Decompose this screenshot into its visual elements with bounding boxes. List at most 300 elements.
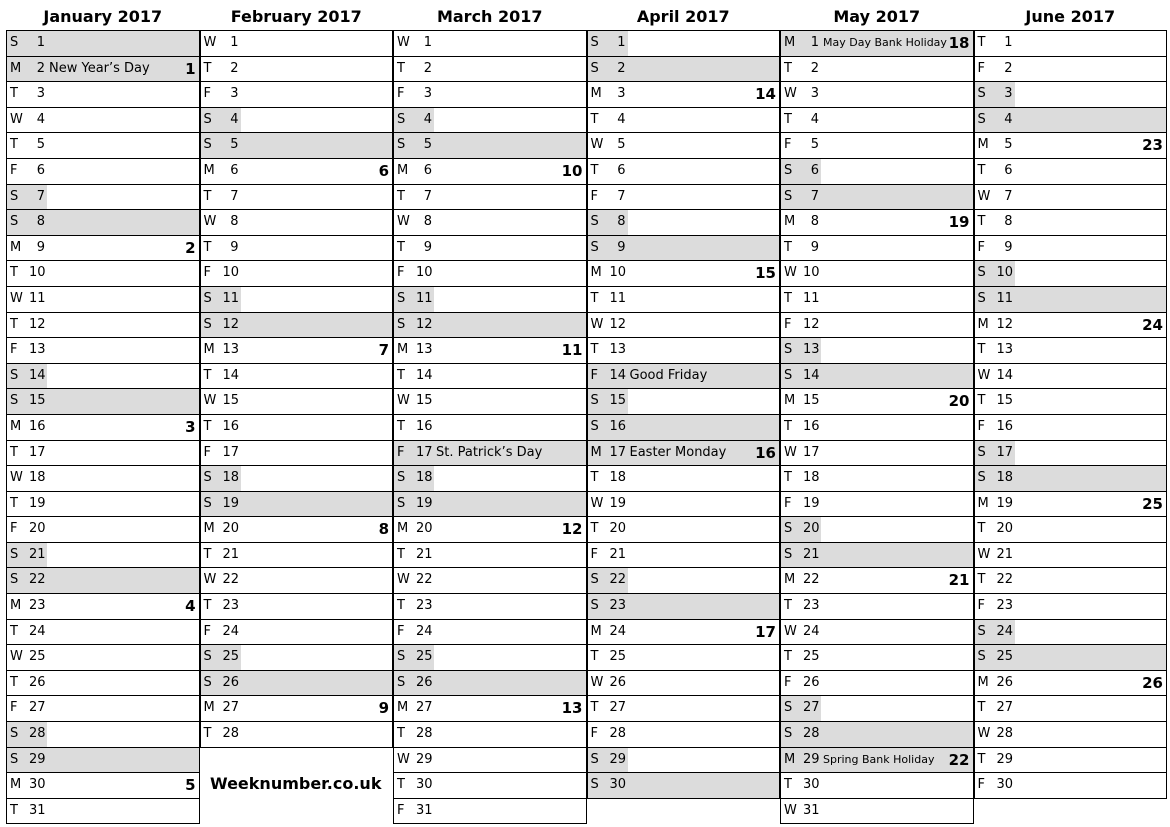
weekday-letter: S [975, 82, 997, 107]
day-row [974, 645, 1168, 671]
day-row [6, 773, 200, 799]
day-row [974, 517, 1168, 543]
weekday-letter: M [203, 700, 215, 716]
day-number: 5 [617, 137, 626, 153]
day-row [393, 645, 587, 671]
weekday-letter: W [590, 316, 604, 332]
weekday-letter: F [397, 802, 405, 818]
day-row [780, 261, 974, 287]
weekday-letter: T [397, 239, 405, 255]
day-number: 15 [610, 389, 628, 414]
day-number: 16 [803, 418, 820, 434]
day-row [974, 236, 1168, 262]
day-number: 27 [222, 700, 240, 716]
day-number: 6 [230, 162, 239, 178]
weekday-letter: M [784, 214, 796, 230]
day-row [974, 441, 1168, 467]
day-row [200, 338, 394, 364]
day-number: 18 [803, 470, 820, 486]
day-number: 12 [416, 316, 433, 332]
weekday-letter: W [10, 290, 23, 306]
weekday-letter: T [784, 777, 792, 793]
day-number: 7 [423, 188, 432, 204]
day-number: 11 [223, 287, 241, 312]
day-number: 14 [803, 367, 820, 383]
day-row [587, 236, 781, 262]
day-row [393, 108, 587, 134]
day-row [974, 57, 1168, 83]
weekday-letter: S [977, 290, 986, 306]
day-row [393, 441, 587, 467]
day-number: 8 [36, 214, 45, 230]
day-row [200, 57, 394, 83]
weekday-letter: W [590, 495, 604, 511]
weekday-letter: T [10, 623, 18, 639]
day-number: 8 [610, 210, 628, 235]
day-number: 26 [29, 674, 46, 690]
day-row [974, 415, 1168, 441]
weekday-letter: S [7, 543, 29, 568]
week-number: 4 [185, 597, 196, 616]
day-number: 30 [416, 777, 433, 793]
week-number: 10 [561, 161, 583, 180]
day-number: 22 [416, 572, 433, 588]
weekday-letter: S [781, 517, 803, 542]
day-number: 24 [803, 623, 820, 639]
weekday-letter: F [10, 342, 18, 358]
weekday-letter: W [784, 623, 797, 639]
day-number: 29 [29, 751, 46, 767]
week-number: 9 [378, 699, 389, 718]
day-row [974, 364, 1168, 390]
day-row [974, 261, 1168, 287]
weekday-letter: S [201, 108, 223, 133]
day-number: 25 [609, 649, 627, 665]
day-number: 22 [29, 572, 46, 588]
week-number: 12 [561, 520, 583, 539]
day-row [200, 722, 394, 748]
day-row [6, 671, 200, 697]
day-number: 9 [230, 239, 239, 255]
day-row [200, 441, 394, 467]
day-row [200, 594, 394, 620]
day-row [780, 31, 974, 57]
day-row [780, 748, 974, 774]
day-row [587, 517, 781, 543]
weekday-letter: S [975, 441, 997, 466]
day-row [974, 773, 1168, 799]
day-row [6, 568, 200, 594]
week-number: 6 [378, 161, 389, 180]
day-number: 21 [222, 546, 240, 562]
day-number: 30 [609, 777, 627, 793]
weekday-letter: T [977, 751, 986, 767]
day-row [587, 133, 781, 159]
day-row [780, 645, 974, 671]
day-row [6, 389, 200, 415]
day-number: 21 [803, 546, 820, 562]
day-row [587, 159, 781, 185]
weekday-letter: F [977, 598, 985, 614]
day-number: 7 [1004, 188, 1013, 204]
weekday-letter: W [397, 572, 410, 588]
weekday-letter: F [203, 444, 211, 460]
weekday-letter: S [203, 674, 212, 690]
weekday-letter: S [590, 418, 599, 434]
day-row [974, 492, 1168, 518]
weekday-letter: M [977, 674, 989, 690]
day-row [6, 210, 200, 236]
weekday-letter: F [397, 265, 405, 281]
weekday-letter: S [588, 210, 610, 235]
day-number: 28 [803, 726, 820, 742]
day-row [974, 31, 1168, 57]
weekday-letter: T [977, 342, 986, 358]
day-row [200, 517, 394, 543]
day-number: 5 [230, 137, 239, 153]
weekday-letter: M [397, 162, 409, 178]
day-number: 20 [996, 521, 1014, 537]
day-row [974, 671, 1168, 697]
day-row [393, 389, 587, 415]
day-number: 11 [29, 290, 46, 306]
week-number: 19 [948, 213, 970, 232]
week-number: 20 [948, 392, 970, 411]
day-number: 1 [423, 35, 432, 50]
day-row [780, 517, 974, 543]
weekday-letter: F [977, 777, 985, 793]
weekday-letter: T [10, 444, 18, 460]
day-number: 25 [29, 649, 46, 665]
day-number: 27 [416, 700, 433, 716]
day-row [6, 261, 200, 287]
day-number: 28 [996, 726, 1014, 742]
day-number: 12 [29, 316, 46, 332]
weekday-letter: S [394, 108, 416, 133]
day-row [974, 287, 1168, 313]
weekday-letter: F [10, 521, 18, 537]
day-row [393, 492, 587, 518]
day-row [587, 645, 781, 671]
day-number: 24 [997, 620, 1015, 645]
weekday-letter: T [977, 35, 986, 50]
day-number: 11 [803, 290, 820, 306]
weekday-letter: T [10, 137, 18, 153]
weekday-letter: S [201, 287, 223, 312]
day-row [6, 517, 200, 543]
day-number: 19 [996, 495, 1014, 511]
weekday-letter: T [590, 162, 599, 178]
day-number: 13 [803, 338, 821, 363]
week-number: 2 [185, 238, 196, 257]
holiday-label: Easter Monday [629, 444, 727, 460]
day-row [6, 82, 200, 108]
week-number: 14 [755, 85, 776, 104]
weekday-letter: F [784, 316, 792, 332]
day-row [200, 82, 394, 108]
day-number: 4 [1004, 111, 1013, 127]
day-row [393, 313, 587, 339]
day-number: 4 [36, 111, 45, 127]
weekday-letter: W [397, 393, 410, 409]
weekday-letter: T [203, 367, 212, 383]
day-row [974, 722, 1168, 748]
day-number: 13 [416, 342, 433, 358]
day-number: 18 [29, 470, 46, 486]
weekday-letter: W [784, 86, 797, 102]
day-number: 12 [222, 316, 240, 332]
day-row [974, 620, 1168, 646]
day-row [200, 108, 394, 134]
weekday-letter: T [397, 777, 405, 793]
day-row [780, 568, 974, 594]
weekday-letter: S [590, 239, 599, 255]
weekday-letter: F [397, 86, 405, 102]
day-number: 18 [609, 470, 627, 486]
day-number: 23 [803, 598, 820, 614]
day-row [780, 594, 974, 620]
day-number: 29 [996, 751, 1014, 767]
weekday-letter: W [10, 649, 23, 665]
weekday-letter: S [781, 338, 803, 363]
day-row [200, 313, 394, 339]
day-row [393, 543, 587, 569]
weekday-letter: S [977, 470, 986, 486]
day-number: 26 [222, 674, 240, 690]
weekday-letter: S [394, 466, 416, 491]
day-row [200, 671, 394, 697]
day-row [587, 364, 781, 390]
weekday-letter: W [203, 393, 217, 409]
weekday-letter: M [10, 60, 22, 76]
day-number: 15 [803, 393, 820, 409]
day-number: 6 [803, 159, 821, 184]
day-row [393, 773, 587, 799]
weekday-letter: T [203, 239, 212, 255]
weekday-letter: F [977, 418, 985, 434]
day-number: 1 [810, 35, 819, 50]
day-number: 7 [810, 188, 819, 204]
day-number: 22 [610, 568, 628, 593]
day-row [393, 236, 587, 262]
weekday-letter: S [10, 214, 19, 230]
weekday-letter: W [203, 572, 217, 588]
day-number: 16 [29, 418, 46, 434]
weekday-letter: T [203, 598, 212, 614]
day-number: 2 [423, 60, 432, 76]
weekday-letter: M [784, 572, 796, 588]
weekday-letter: S [201, 466, 223, 491]
day-number: 13 [222, 342, 240, 358]
day-row [780, 671, 974, 697]
day-row [587, 389, 781, 415]
day-row [780, 773, 974, 799]
day-row [393, 696, 587, 722]
day-number: 14 [29, 364, 47, 389]
day-number: 1 [610, 31, 628, 56]
day-number: 13 [609, 342, 627, 358]
day-number: 3 [997, 82, 1015, 107]
weekday-letter: W [10, 111, 23, 127]
day-number: 3 [230, 86, 239, 102]
weekday-letter: W [784, 444, 797, 460]
weekday-letter: T [397, 188, 405, 204]
day-row [393, 338, 587, 364]
day-number: 11 [609, 290, 627, 306]
day-number: 27 [29, 700, 46, 716]
day-number: 23 [222, 598, 240, 614]
day-row [6, 645, 200, 671]
weekday-letter: T [590, 521, 599, 537]
weekday-letter: T [203, 60, 212, 76]
day-number: 16 [222, 418, 240, 434]
weekday-letter: F [10, 700, 18, 716]
day-row [6, 543, 200, 569]
day-number: 27 [996, 700, 1014, 716]
day-number: 28 [609, 726, 627, 742]
day-row [974, 748, 1168, 774]
day-number: 28 [222, 726, 240, 742]
day-row [6, 287, 200, 313]
day-number: 12 [996, 316, 1014, 332]
day-row [200, 543, 394, 569]
day-number: 2 [230, 60, 239, 76]
day-number: 17 [803, 444, 820, 460]
day-number: 7 [29, 185, 47, 210]
day-number: 2 [1004, 60, 1013, 76]
day-number: 20 [416, 521, 433, 537]
week-number: 16 [755, 443, 776, 462]
weekday-letter: S [397, 674, 406, 690]
weekday-letter: T [590, 111, 599, 127]
weekday-letter: F [977, 60, 985, 76]
week-number: 18 [948, 34, 970, 52]
day-row [6, 31, 200, 57]
weekday-letter: S [588, 568, 610, 593]
day-number: 14 [609, 367, 627, 383]
day-number: 5 [1004, 137, 1013, 153]
day-number: 13 [996, 342, 1014, 358]
day-row [587, 722, 781, 748]
day-row [587, 696, 781, 722]
day-row [780, 236, 974, 262]
day-list [974, 30, 1168, 799]
day-number: 4 [416, 108, 434, 133]
day-row [393, 517, 587, 543]
weekday-letter: F [977, 239, 985, 255]
day-row [393, 287, 587, 313]
day-number: 9 [810, 239, 819, 255]
month-title: February 2017 [230, 7, 362, 26]
day-number: 6 [423, 162, 432, 178]
day-row [587, 57, 781, 83]
weekday-letter: S [784, 367, 793, 383]
day-row [393, 82, 587, 108]
day-number: 18 [996, 470, 1014, 486]
day-number: 24 [609, 623, 627, 639]
weekday-letter: T [784, 470, 792, 486]
day-number: 31 [803, 802, 820, 818]
day-number: 24 [29, 623, 46, 639]
weekday-letter: T [977, 572, 986, 588]
weekday-letter: T [10, 674, 18, 690]
weekday-letter: S [7, 722, 29, 747]
month-title: June 2017 [1025, 7, 1116, 26]
day-number: 3 [810, 86, 819, 102]
week-number: 23 [1142, 136, 1163, 155]
weekday-letter: W [977, 367, 991, 383]
week-number: 21 [948, 571, 970, 590]
day-number: 17 [997, 441, 1015, 466]
day-number: 8 [423, 214, 432, 230]
day-number: 24 [416, 623, 433, 639]
week-number: 7 [378, 341, 389, 360]
day-row [393, 748, 587, 774]
day-row [974, 543, 1168, 569]
day-row [6, 594, 200, 620]
day-row [780, 441, 974, 467]
day-row [200, 466, 394, 492]
holiday-label: New Year’s Day [49, 60, 150, 76]
week-number: 13 [561, 699, 583, 718]
day-number: 25 [996, 649, 1014, 665]
weekday-letter: S [588, 31, 610, 56]
day-row [780, 185, 974, 211]
weekday-letter: W [977, 726, 991, 742]
weekday-letter: S [10, 35, 19, 50]
day-list [200, 30, 394, 748]
weekday-letter: S [977, 111, 986, 127]
day-row [587, 210, 781, 236]
weekday-letter: W [397, 35, 410, 50]
day-row [587, 543, 781, 569]
weekday-letter: S [975, 620, 997, 645]
day-number: 19 [803, 495, 820, 511]
day-number: 20 [803, 517, 821, 542]
day-row [587, 620, 781, 646]
day-number: 11 [996, 290, 1014, 306]
day-row [587, 287, 781, 313]
day-number: 15 [996, 393, 1014, 409]
weekday-letter: T [590, 649, 599, 665]
day-row [393, 31, 587, 57]
day-row [587, 466, 781, 492]
weekday-letter: T [397, 418, 405, 434]
day-row [6, 57, 200, 83]
day-row [780, 108, 974, 134]
day-number: 1 [1004, 35, 1013, 50]
day-row [587, 594, 781, 620]
weekday-letter: W [977, 188, 991, 204]
weekday-letter: T [397, 726, 405, 742]
day-row [6, 415, 200, 441]
day-row [200, 492, 394, 518]
weekday-letter: M [397, 342, 409, 358]
day-row [6, 133, 200, 159]
day-number: 31 [29, 802, 46, 818]
day-row [587, 185, 781, 211]
weekday-letter: T [784, 290, 792, 306]
weekday-letter: T [10, 802, 18, 818]
day-row [393, 466, 587, 492]
day-number: 1 [230, 35, 239, 50]
month-title: May 2017 [833, 7, 921, 26]
day-row [6, 236, 200, 262]
weekday-letter: S [588, 389, 610, 414]
day-number: 23 [609, 598, 627, 614]
day-number: 29 [416, 751, 433, 767]
day-row [393, 185, 587, 211]
